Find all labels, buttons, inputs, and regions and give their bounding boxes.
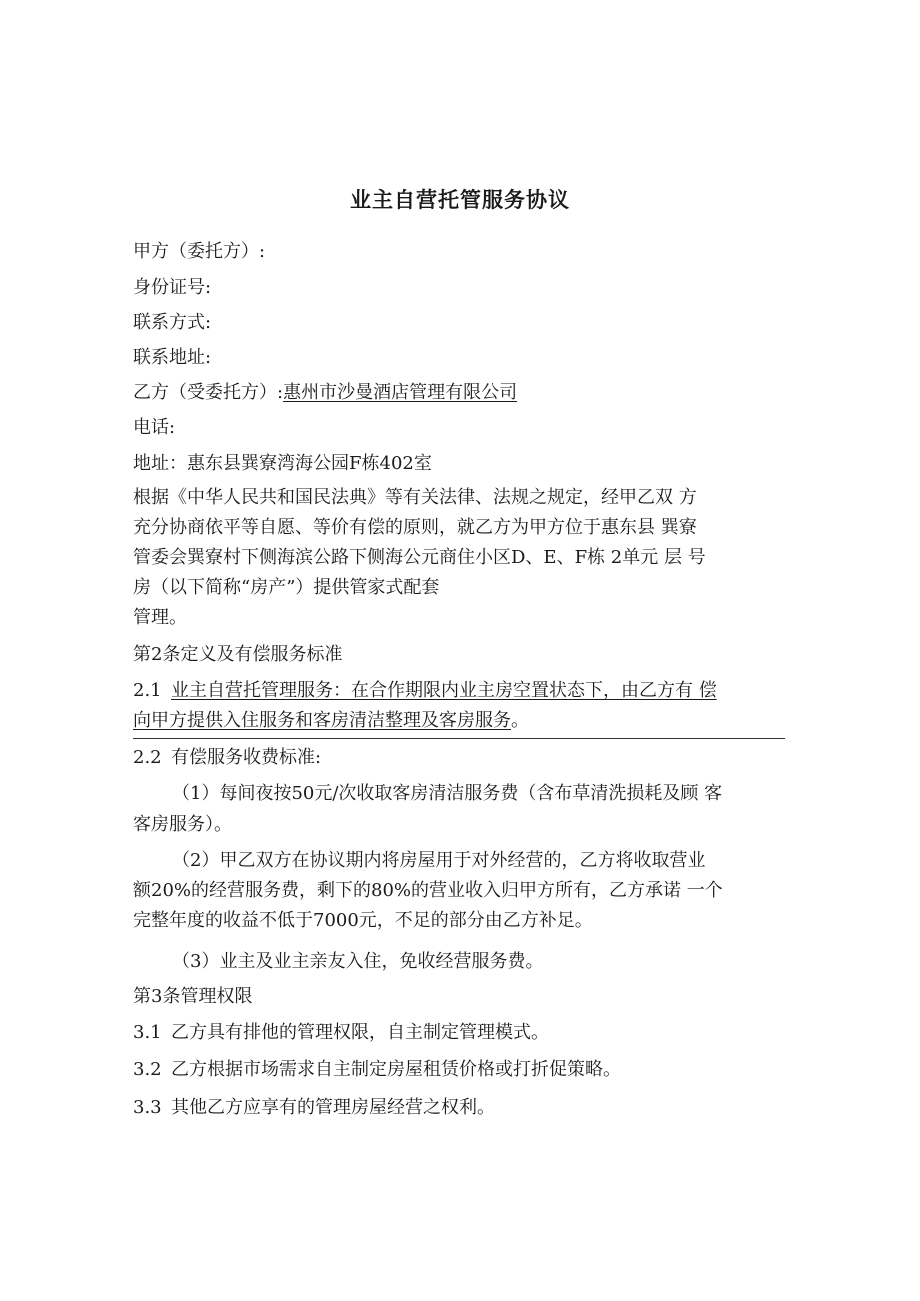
divider-line — [133, 738, 785, 739]
preamble-line-5: 管理。 — [133, 607, 187, 628]
item-3: （3）业主及业主亲友入住，免收经营服务费。 — [172, 951, 544, 972]
clause-3-2-text: 乙方根据市场需求自主制定房屋租赁价格或打折促策略。 — [171, 1059, 621, 1080]
clause-number: 2.1 — [133, 680, 162, 701]
preamble-line-2: 充分协商依平等自愿、等价有偿的原则，就乙方为甲方位于惠东县 巽寮 — [133, 517, 697, 538]
article-2-heading: 第2条定义及有偿服务标准 — [133, 644, 343, 665]
clause-2-1-line-2 — [133, 709, 529, 733]
phone-label: 电话: — [133, 417, 176, 438]
clause-number: 3.3 — [133, 1097, 162, 1118]
clause-2-1-text-2: 向甲方提供入住服务和客房清洁整理及客房服务 — [133, 710, 511, 731]
item-2-line-2: 额20%的经营服务费，剩下的80%的营业收入归甲方所有，乙方承诺 一个 — [133, 880, 723, 901]
clause-2-2 — [133, 746, 321, 770]
contact-method-label: 联系方式: — [133, 312, 212, 333]
document-title: 业主自营托管服务协议 — [350, 188, 570, 212]
clause-2-1-line-1 — [133, 679, 717, 703]
party-b-name: 惠州市沙曼酒店管理有限公司 — [283, 382, 518, 403]
article-3-heading: 第3条管理权限 — [133, 986, 253, 1007]
clause-number: 2.2 — [133, 747, 162, 768]
party-b-label: 乙方（受委托方）: — [133, 382, 284, 403]
clause-2-1-text-1: 业主自营托管理服务：在合作期限内业主房空置状态下，由乙方有 偿 — [171, 680, 717, 701]
clause-3-3-text: 其他乙方应享有的管理房屋经营之权利。 — [171, 1097, 495, 1118]
clause-number: 3.1 — [133, 1022, 162, 1043]
clause-3-1 — [133, 1021, 549, 1045]
clause-3-1-text: 乙方具有排他的管理权限，自主制定管理模式。 — [171, 1022, 549, 1043]
contact-address-label: 联系地址: — [133, 347, 212, 368]
party-a-label: 甲方（委托方）: — [133, 241, 266, 262]
item-1-line-2: 客房服务）。 — [133, 814, 232, 835]
party-b-address: 地址：惠东县巽寮湾海公园F栋402室 — [133, 453, 432, 474]
clause-3-3 — [133, 1096, 495, 1120]
item-1-line-1: （1）每间夜按50元/次收取客房清洁服务费（含布草清洗损耗及顾 客 — [172, 783, 723, 804]
party-b-line — [133, 381, 517, 405]
clause-2-2-text: 有偿服务收费标准: — [171, 747, 322, 768]
clause-number: 3.2 — [133, 1059, 162, 1080]
preamble-line-1: 根据《中华人民共和国民法典》等有关法律、法规之规定，经甲乙双 方 — [133, 487, 697, 508]
clause-3-2 — [133, 1058, 621, 1082]
item-2-line-1: （2）甲乙双方在协议期内将房屋用于对外经营的，乙方将收取营业 — [172, 850, 706, 871]
preamble-line-4: 房（以下简称“房产”）提供管家式配套 — [133, 577, 440, 598]
item-2-line-3: 完整年度的收益不低于7000元，不足的部分由乙方补足。 — [133, 910, 593, 931]
clause-2-1-end: 。 — [511, 710, 529, 731]
id-number-label: 身份证号: — [133, 277, 212, 298]
preamble-line-3: 管委会巽寮村下侧海滨公路下侧海公元商住小区D、E、F栋 2单元 层 号 — [133, 547, 706, 568]
